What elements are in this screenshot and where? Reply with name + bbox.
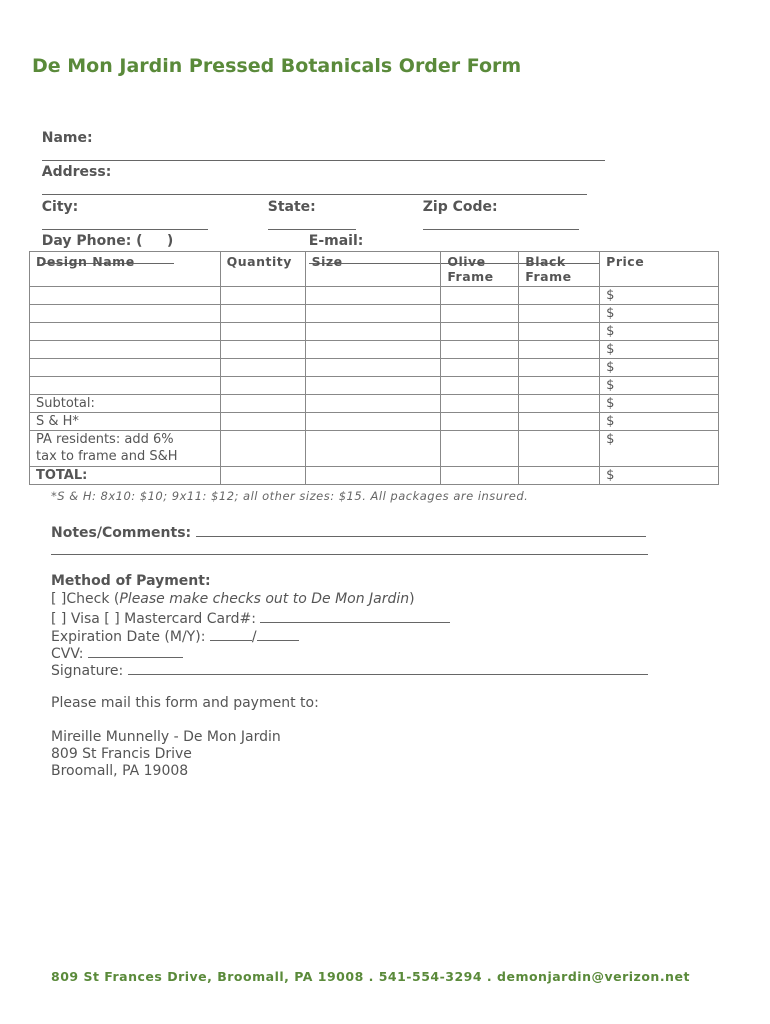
header-black-frame: Black Frame <box>519 252 600 287</box>
payment-heading: Method of Payment: <box>51 573 211 589</box>
header-olive-frame: Olive Frame <box>441 252 519 287</box>
tax-row[interactable] <box>30 431 719 467</box>
notes-input[interactable] <box>196 522 646 537</box>
phone-label: Day Phone: ( ) <box>41 233 174 249</box>
form-title: De Mon Jardin Pressed Botanicals Order Form <box>32 55 522 77</box>
total-row[interactable] <box>30 467 719 485</box>
email-label: E-mail: <box>308 233 364 249</box>
tax-label-line2: tax to frame and S&H <box>36 449 178 464</box>
expiration-month-input[interactable] <box>210 626 252 641</box>
notes-line-2[interactable] <box>51 540 648 559</box>
notes-field[interactable] <box>51 522 646 541</box>
table-row[interactable] <box>30 359 719 377</box>
shipping-label: S & H* <box>30 413 221 431</box>
shipping-footnote: *S & H: 8x10: $10; 9x11: $12; all other sizes: $15. All packages are insured. <box>51 489 529 503</box>
total-price[interactable]: $ <box>600 467 719 485</box>
price-cell[interactable]: $ <box>600 377 719 395</box>
price-cell[interactable]: $ <box>600 341 719 359</box>
order-table <box>29 251 719 485</box>
check-option[interactable]: [ ]Check (Please make checks out to De Mon Jardin) <box>51 591 415 607</box>
table-row[interactable] <box>30 377 719 395</box>
subtotal-price[interactable]: $ <box>600 395 719 413</box>
table-row[interactable] <box>30 287 719 305</box>
table-row[interactable] <box>30 305 719 323</box>
tax-price[interactable]: $ <box>600 431 719 467</box>
page-footer: 809 St Frances Drive, Broomall, PA 19008 . 541-554-3294 . demonjardin@verizon.net <box>51 969 690 984</box>
city-label: City: <box>41 199 79 215</box>
subtotal-label: Subtotal: <box>30 395 221 413</box>
signature-field[interactable] <box>51 660 648 679</box>
header-quantity: Quantity <box>220 252 305 287</box>
signature-label: Signature: <box>51 663 124 679</box>
address-label: Address: <box>41 164 112 180</box>
state-label: State: <box>267 199 316 215</box>
cvv-input[interactable] <box>88 643 183 658</box>
address-line-2: 809 St Francis Drive <box>51 746 192 762</box>
tax-label <box>30 431 221 467</box>
zip-label: Zip Code: <box>422 199 498 215</box>
card-number-input[interactable] <box>260 608 450 623</box>
price-cell[interactable]: $ <box>600 287 719 305</box>
address-line-3: Broomall, PA 19008 <box>51 763 189 779</box>
header-price: Price <box>600 252 719 287</box>
signature-input[interactable] <box>128 660 648 675</box>
price-cell[interactable]: $ <box>600 305 719 323</box>
price-cell[interactable]: $ <box>600 359 719 377</box>
mail-instruction: Please mail this form and payment to: <box>51 695 319 711</box>
card-option[interactable] <box>51 608 450 627</box>
price-cell[interactable]: $ <box>600 323 719 341</box>
expiration-year-input[interactable] <box>257 626 299 641</box>
table-row[interactable] <box>30 323 719 341</box>
table-row[interactable] <box>30 341 719 359</box>
cvv-label: CVV: <box>51 646 84 662</box>
address-line-1: Mireille Munnelly - De Mon Jardin <box>51 729 281 745</box>
shipping-row[interactable] <box>30 413 719 431</box>
table-header-row <box>30 252 719 287</box>
check-checkbox[interactable]: [ ]Check ( <box>51 591 120 607</box>
expiration-label: Expiration Date (M/Y): <box>51 629 206 645</box>
subtotal-row[interactable] <box>30 395 719 413</box>
shipping-price[interactable]: $ <box>600 413 719 431</box>
notes-label: Notes/Comments: <box>51 525 192 541</box>
expiration-field[interactable]: Expiration Date (M/Y): / <box>51 626 299 645</box>
header-design-name: Design Name <box>30 252 221 287</box>
name-label: Name: <box>41 130 93 146</box>
total-label: TOTAL: <box>30 467 221 485</box>
header-size: Size <box>305 252 441 287</box>
tax-label-line1: PA residents: add 6% <box>36 432 174 447</box>
check-note: Please make checks out to De Mon Jardin <box>119 591 410 607</box>
card-label: [ ] Visa [ ] Mastercard Card#: <box>51 611 256 627</box>
